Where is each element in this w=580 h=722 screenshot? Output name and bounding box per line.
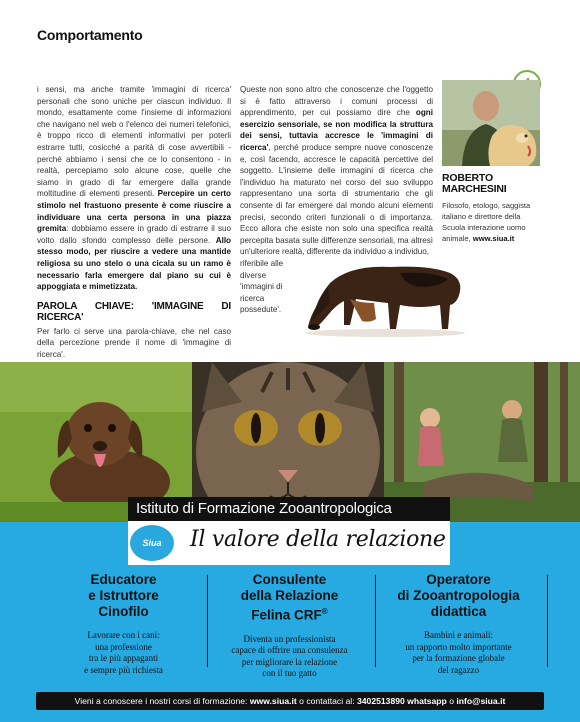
article-paragraph-narrow: riferibile alle diverse 'immagini di ricerca possedute'. xyxy=(240,258,284,315)
author-name: ROBERTO MARCHESINI xyxy=(442,172,507,195)
bloodhound-dog-image xyxy=(290,243,470,338)
ad-tagline: Il valore della relazione xyxy=(190,527,446,552)
footer-phone[interactable]: 3402513890 whatsapp xyxy=(356,696,447,706)
author-photo xyxy=(442,80,540,166)
course-consulente-felina xyxy=(207,572,372,680)
footer-site-link[interactable]: www.siua.it xyxy=(249,696,297,706)
author-bio: Filosofo, etologo, saggista italiano e direttore della Scuola interazione uomo animale, www.siua.it xyxy=(442,201,531,243)
author-site-link[interactable]: www.siua.it xyxy=(472,234,515,243)
course-description: Diventa un professionista capace di offrire una consulenza per migliorare la relazione con il tuo gatto xyxy=(231,633,348,678)
course-title: Operatore di Zooantropologia didattica xyxy=(397,572,520,619)
siua-logo: Siua xyxy=(130,525,174,561)
article-subheading: PAROLA CHIAVE: 'IMMAGINE DI RICERCA' xyxy=(37,300,231,324)
author-with-dog-image xyxy=(442,80,540,166)
article-column-1 xyxy=(37,84,231,361)
footer-email-link[interactable]: info@siua.it xyxy=(456,696,506,706)
article-paragraph: Per farlo ci serve una parola-chiave, che nel caso della percezione prende il nome di 'immagine di ricerca'. xyxy=(37,326,231,360)
section-title: Comportamento xyxy=(37,27,143,43)
course-educatore xyxy=(41,572,206,676)
course-operatore-zooantropologia xyxy=(376,572,541,676)
article-paragraph: i sensi, ma anche tramite 'immagini di ricerca' personali che sono uniche per ciascun individuo. Il mondo, esattamente come l'insieme di informazioni che navigano nel web o l'elenco dei numeri telefonici, è troppo ricco di elementi informativi per poterli estrarre tutti, cosicché a parità di cose avvertibili - perché abbiamo i sensi che ce lo consentono - in realtà, percepiamo solo alcune cose, quelle che siamo in grado di far emergere dalla grande moltitudine di elementi presenti. Percepire un certo stimolo nel frastuono presente è come riuscire a individuare una certa persona in una piazza gremita: dobbiamo essere in grado di estrarre il suo volto dallo sfondo complesso delle persone. Allo stesso modo, per riuscire a vedere una mantide religiosa su uno stelo o una cicala su un ramo è necessario farla emergere dal piano su cui è appoggiata e mimetizzata. xyxy=(37,85,232,292)
course-title: Consulente della Relazione Felina CRF® xyxy=(240,572,339,623)
course-title: Educatore e Istruttore Cinofilo xyxy=(88,572,159,619)
author-box xyxy=(442,80,540,244)
institute-name-bar: Istituto di Formazione Zooantropologica xyxy=(128,497,450,521)
ad-contact-footer: Vieni a conoscere i nostri corsi di formazione: www.siua.it o contattaci al: 3402513890 whatsapp o info@siua.it xyxy=(36,692,544,710)
course-description: Bambini e animali: un rapporto molto importante per la formazione globale del ragazzo xyxy=(405,630,512,675)
course-description: Lavorare con i cani: una professione tra le più appaganti e sempre più richiesta xyxy=(84,630,163,675)
course-divider xyxy=(547,575,548,667)
article-paragraph: Queste non sono altro che conoscenze che l'oggetto si è fatto attraverso i comuni processi di apprendimento, per cui possiamo dire che ogni esercizio sensoriale, se non modifica la struttura dei sensi, tuttavia accresce le 'immagini di ricerca', perché produce sempre nuove conoscenze e, così facendo, accresce le capacità percettive del soggetto. L'insieme delle immagini di ricerca che l'individuo ha maturato nel corso del suo sviluppo rappresentano una sorta di strumentario che gli consente di far emergere dal mondo alcuni elementi precisi, secondo criteri funzionali o di importanza. Ecco allora che esiste non solo una specifica realtà percepita basata sulle differenze sensoriali, ma altresì un'ulteriore realtà, differente da individuo a individuo, xyxy=(240,85,434,257)
